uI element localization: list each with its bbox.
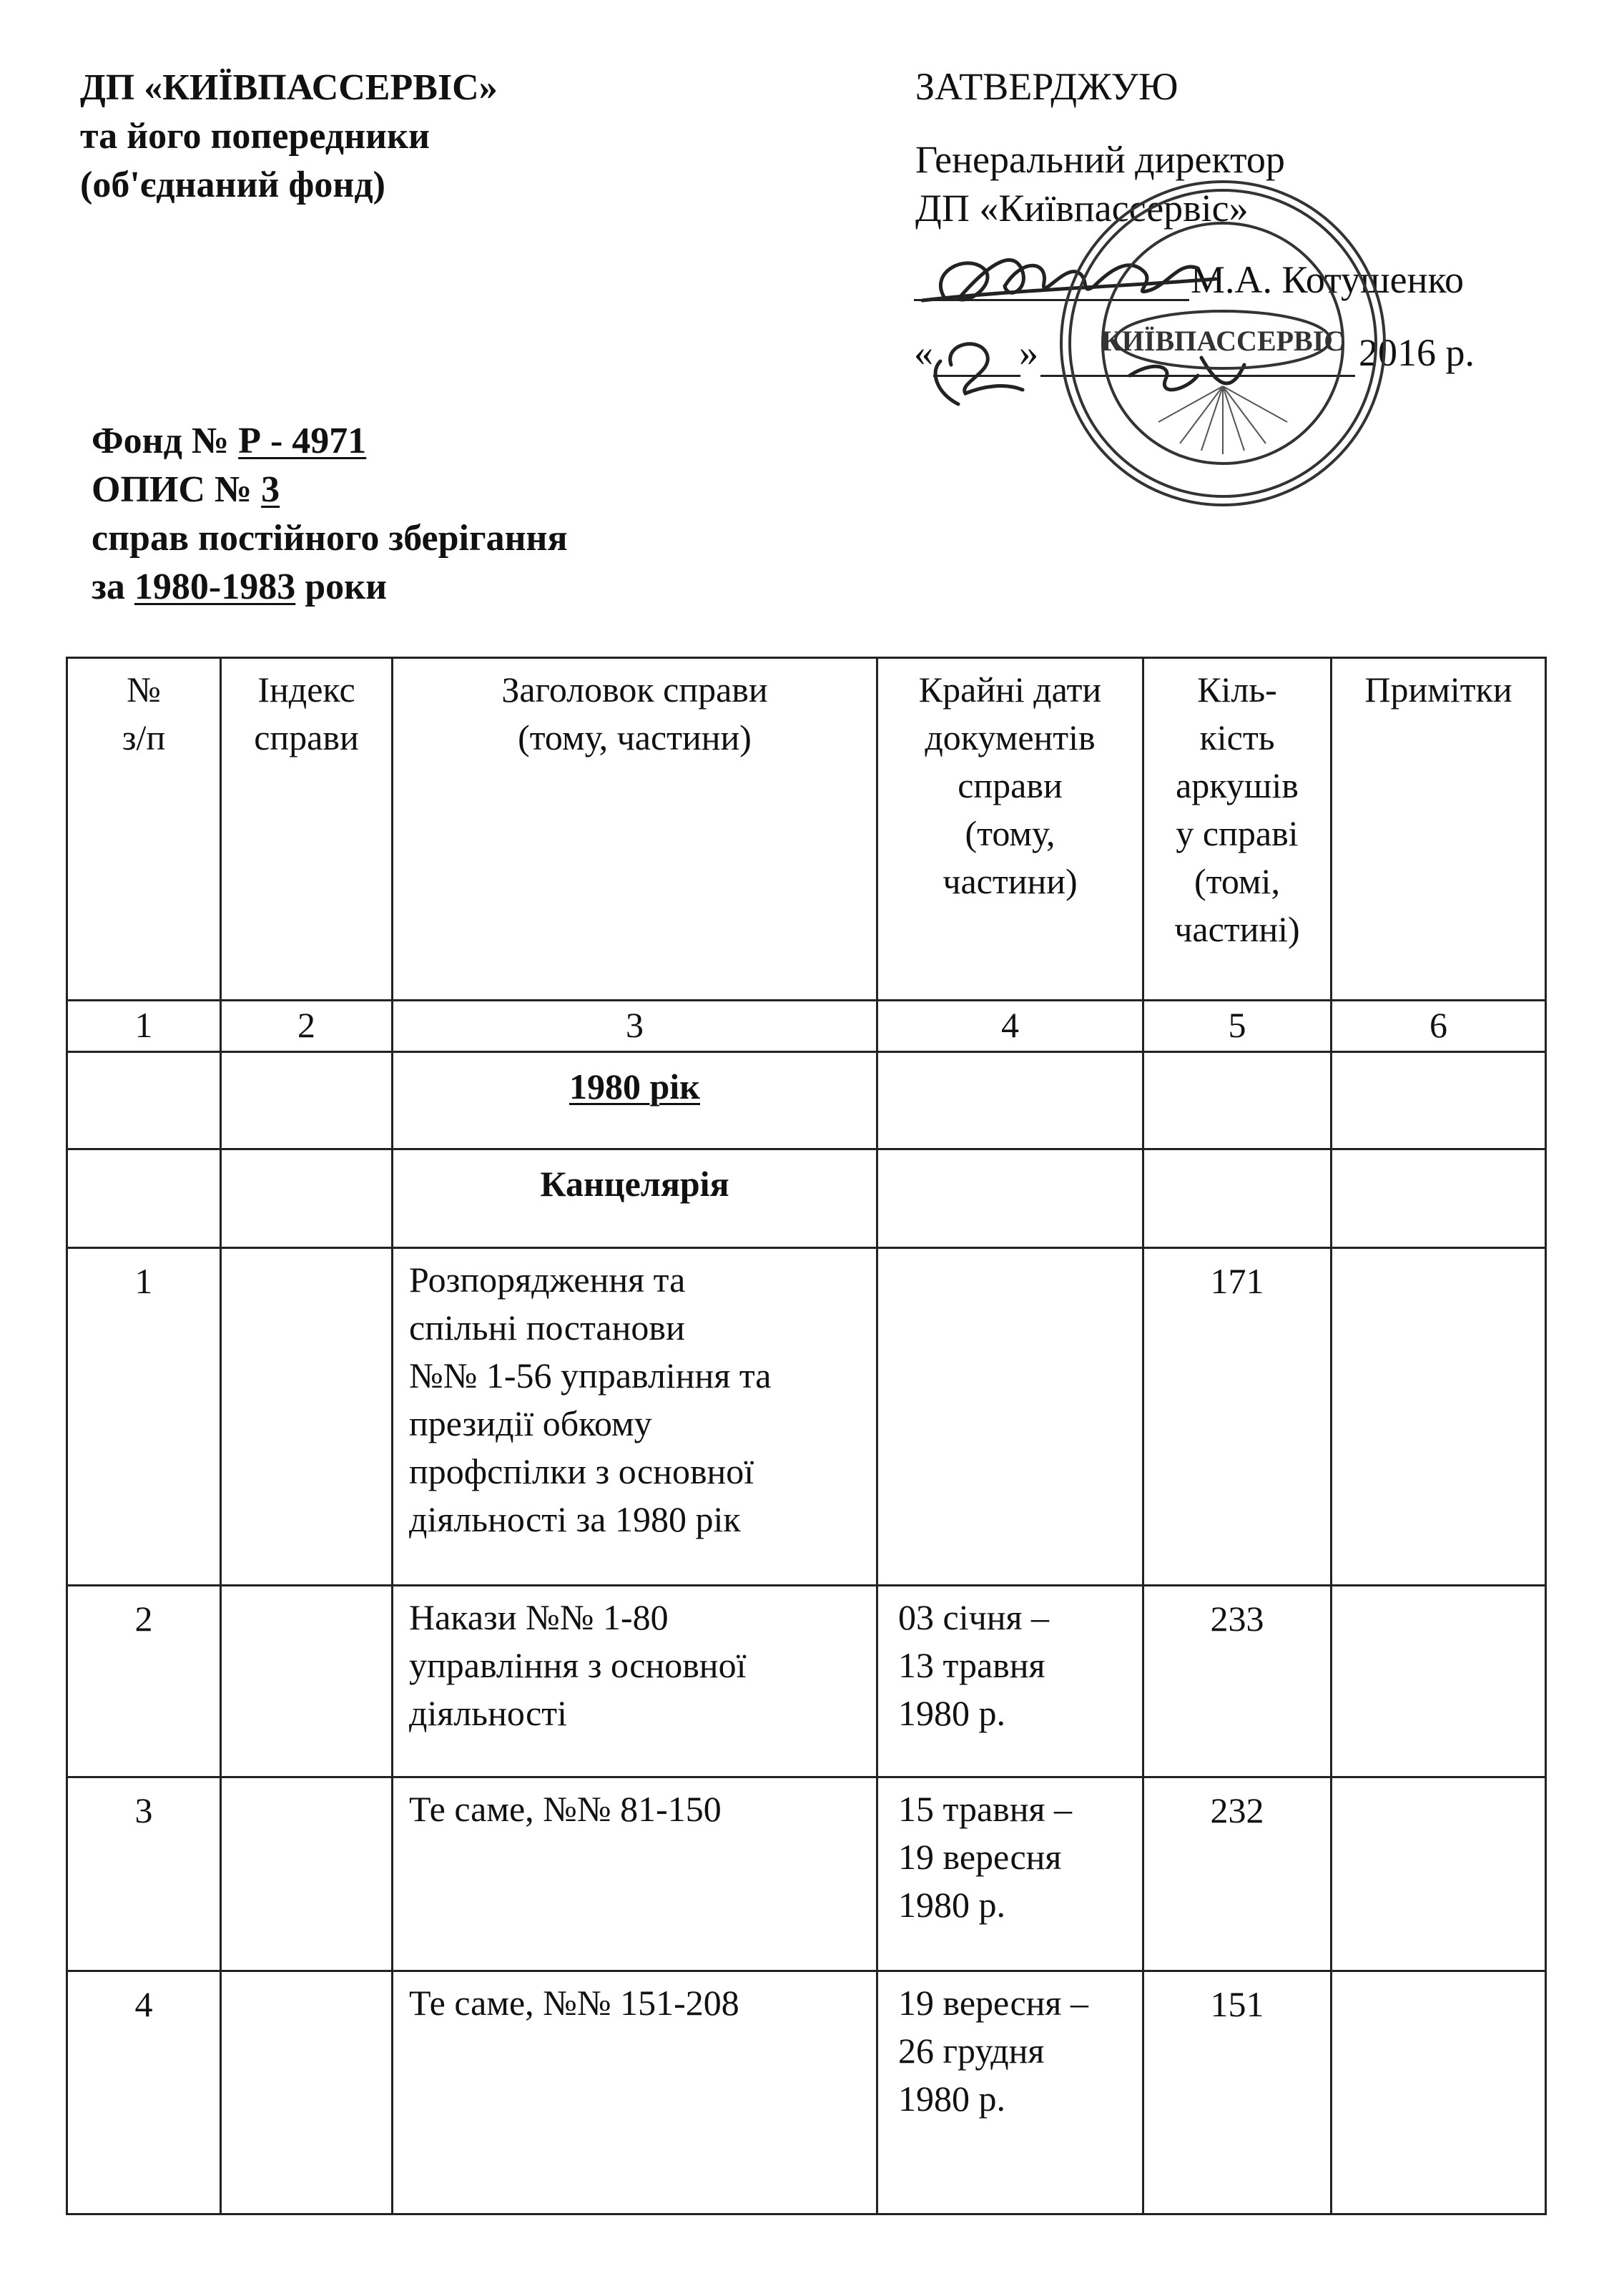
column-number: 2 — [221, 1001, 393, 1052]
column-number: 5 — [1143, 1001, 1332, 1052]
director-name: М.А. Котушенко — [1191, 258, 1464, 301]
header-row — [67, 658, 1546, 1001]
organization-fund-note: (об'єднаний фонд) — [80, 165, 385, 205]
period-prefix: за — [92, 566, 125, 607]
header-sheets: Кіль- кість аркушів у справі (томі, частині) — [1143, 658, 1332, 1001]
row-number: 1 — [67, 1248, 221, 1586]
header-dates: Крайні дати документів справи (тому, частини) — [877, 658, 1143, 1001]
row-index — [221, 1971, 393, 2214]
fond-label: Фонд № — [92, 421, 230, 461]
row-dates: 19 вересня – 26 грудня 1980 р. — [877, 1971, 1143, 2214]
row-title: Те саме, №№ 81-150 — [393, 1777, 877, 1971]
column-number: 1 — [67, 1001, 221, 1052]
row-index — [221, 1586, 393, 1777]
row-number: 4 — [67, 1971, 221, 2214]
row-title: Накази №№ 1-80 управління з основної діяльності — [393, 1586, 877, 1777]
fond-line — [92, 418, 366, 465]
period-suffix: роки — [305, 566, 388, 607]
approval-company: ДП «Київпассервіс» — [915, 187, 1249, 230]
column-number: 3 — [393, 1001, 877, 1052]
period-line — [92, 564, 387, 611]
organization-name: ДП «КИЇВПАССЕРВІС» — [80, 67, 498, 108]
table-row — [67, 1248, 1546, 1586]
date-close-quote: » — [1019, 331, 1038, 374]
row-sheets: 233 — [1143, 1586, 1332, 1777]
organization-predecessors: та його попередники — [80, 116, 430, 157]
row-sheets: 171 — [1143, 1248, 1332, 1586]
period-years: 1980-1983 — [134, 566, 296, 607]
row-index — [221, 1248, 393, 1586]
approval-position: Генеральний директор — [915, 138, 1285, 181]
table-row — [67, 1971, 1546, 2214]
row-title: Те саме, №№ 151-208 — [393, 1971, 877, 2214]
row-number: 2 — [67, 1586, 221, 1777]
row-notes — [1332, 1248, 1546, 1586]
section-heading-row — [67, 1149, 1546, 1248]
column-number: 4 — [877, 1001, 1143, 1052]
row-dates: 15 травня – 19 вересня 1980 р. — [877, 1777, 1143, 1971]
opys-description: справ постійного зберігання — [92, 518, 568, 559]
year-heading: 1980 рік — [569, 1066, 700, 1107]
header-notes: Примітки — [1332, 658, 1546, 1001]
row-notes — [1332, 1586, 1546, 1777]
row-notes — [1332, 1777, 1546, 1971]
row-title: Розпорядження та спільні постанови №№ 1-56 управління та президії обкому профспілки з основної діяльності за 1980 рік — [393, 1248, 877, 1586]
opys-number: 3 — [261, 469, 280, 510]
fond-number: Р - 4971 — [238, 421, 367, 461]
table-row — [67, 1777, 1546, 1971]
year-heading-row — [67, 1052, 1546, 1149]
header-number: № з/п — [67, 658, 221, 1001]
row-sheets: 151 — [1143, 1971, 1332, 2214]
header-index: Індекс справи — [221, 658, 393, 1001]
opys-label: ОПИС № — [92, 469, 252, 510]
date-open-quote: « — [914, 331, 933, 374]
stamp-inner-text: КИЇВПАССЕРВІС — [1101, 325, 1345, 357]
opys-line — [92, 466, 280, 514]
approval-year: 2016 р. — [1359, 331, 1475, 374]
approval-title: ЗАТВЕРДЖУЮ — [915, 65, 1178, 108]
row-dates: 03 січня – 13 травня 1980 р. — [877, 1586, 1143, 1777]
row-index — [221, 1777, 393, 1971]
official-stamp — [1051, 172, 1394, 515]
column-number: 6 — [1332, 1001, 1546, 1052]
row-notes — [1332, 1971, 1546, 2214]
row-sheets: 232 — [1143, 1777, 1332, 1971]
column-number-row — [67, 1001, 1546, 1052]
section-heading: Канцелярія — [540, 1164, 729, 1204]
table-row — [67, 1586, 1546, 1777]
row-number: 3 — [67, 1777, 221, 1971]
row-dates — [877, 1248, 1143, 1586]
header-title: Заголовок справи (тому, частини) — [393, 658, 877, 1001]
inventory-table — [66, 657, 1547, 2215]
